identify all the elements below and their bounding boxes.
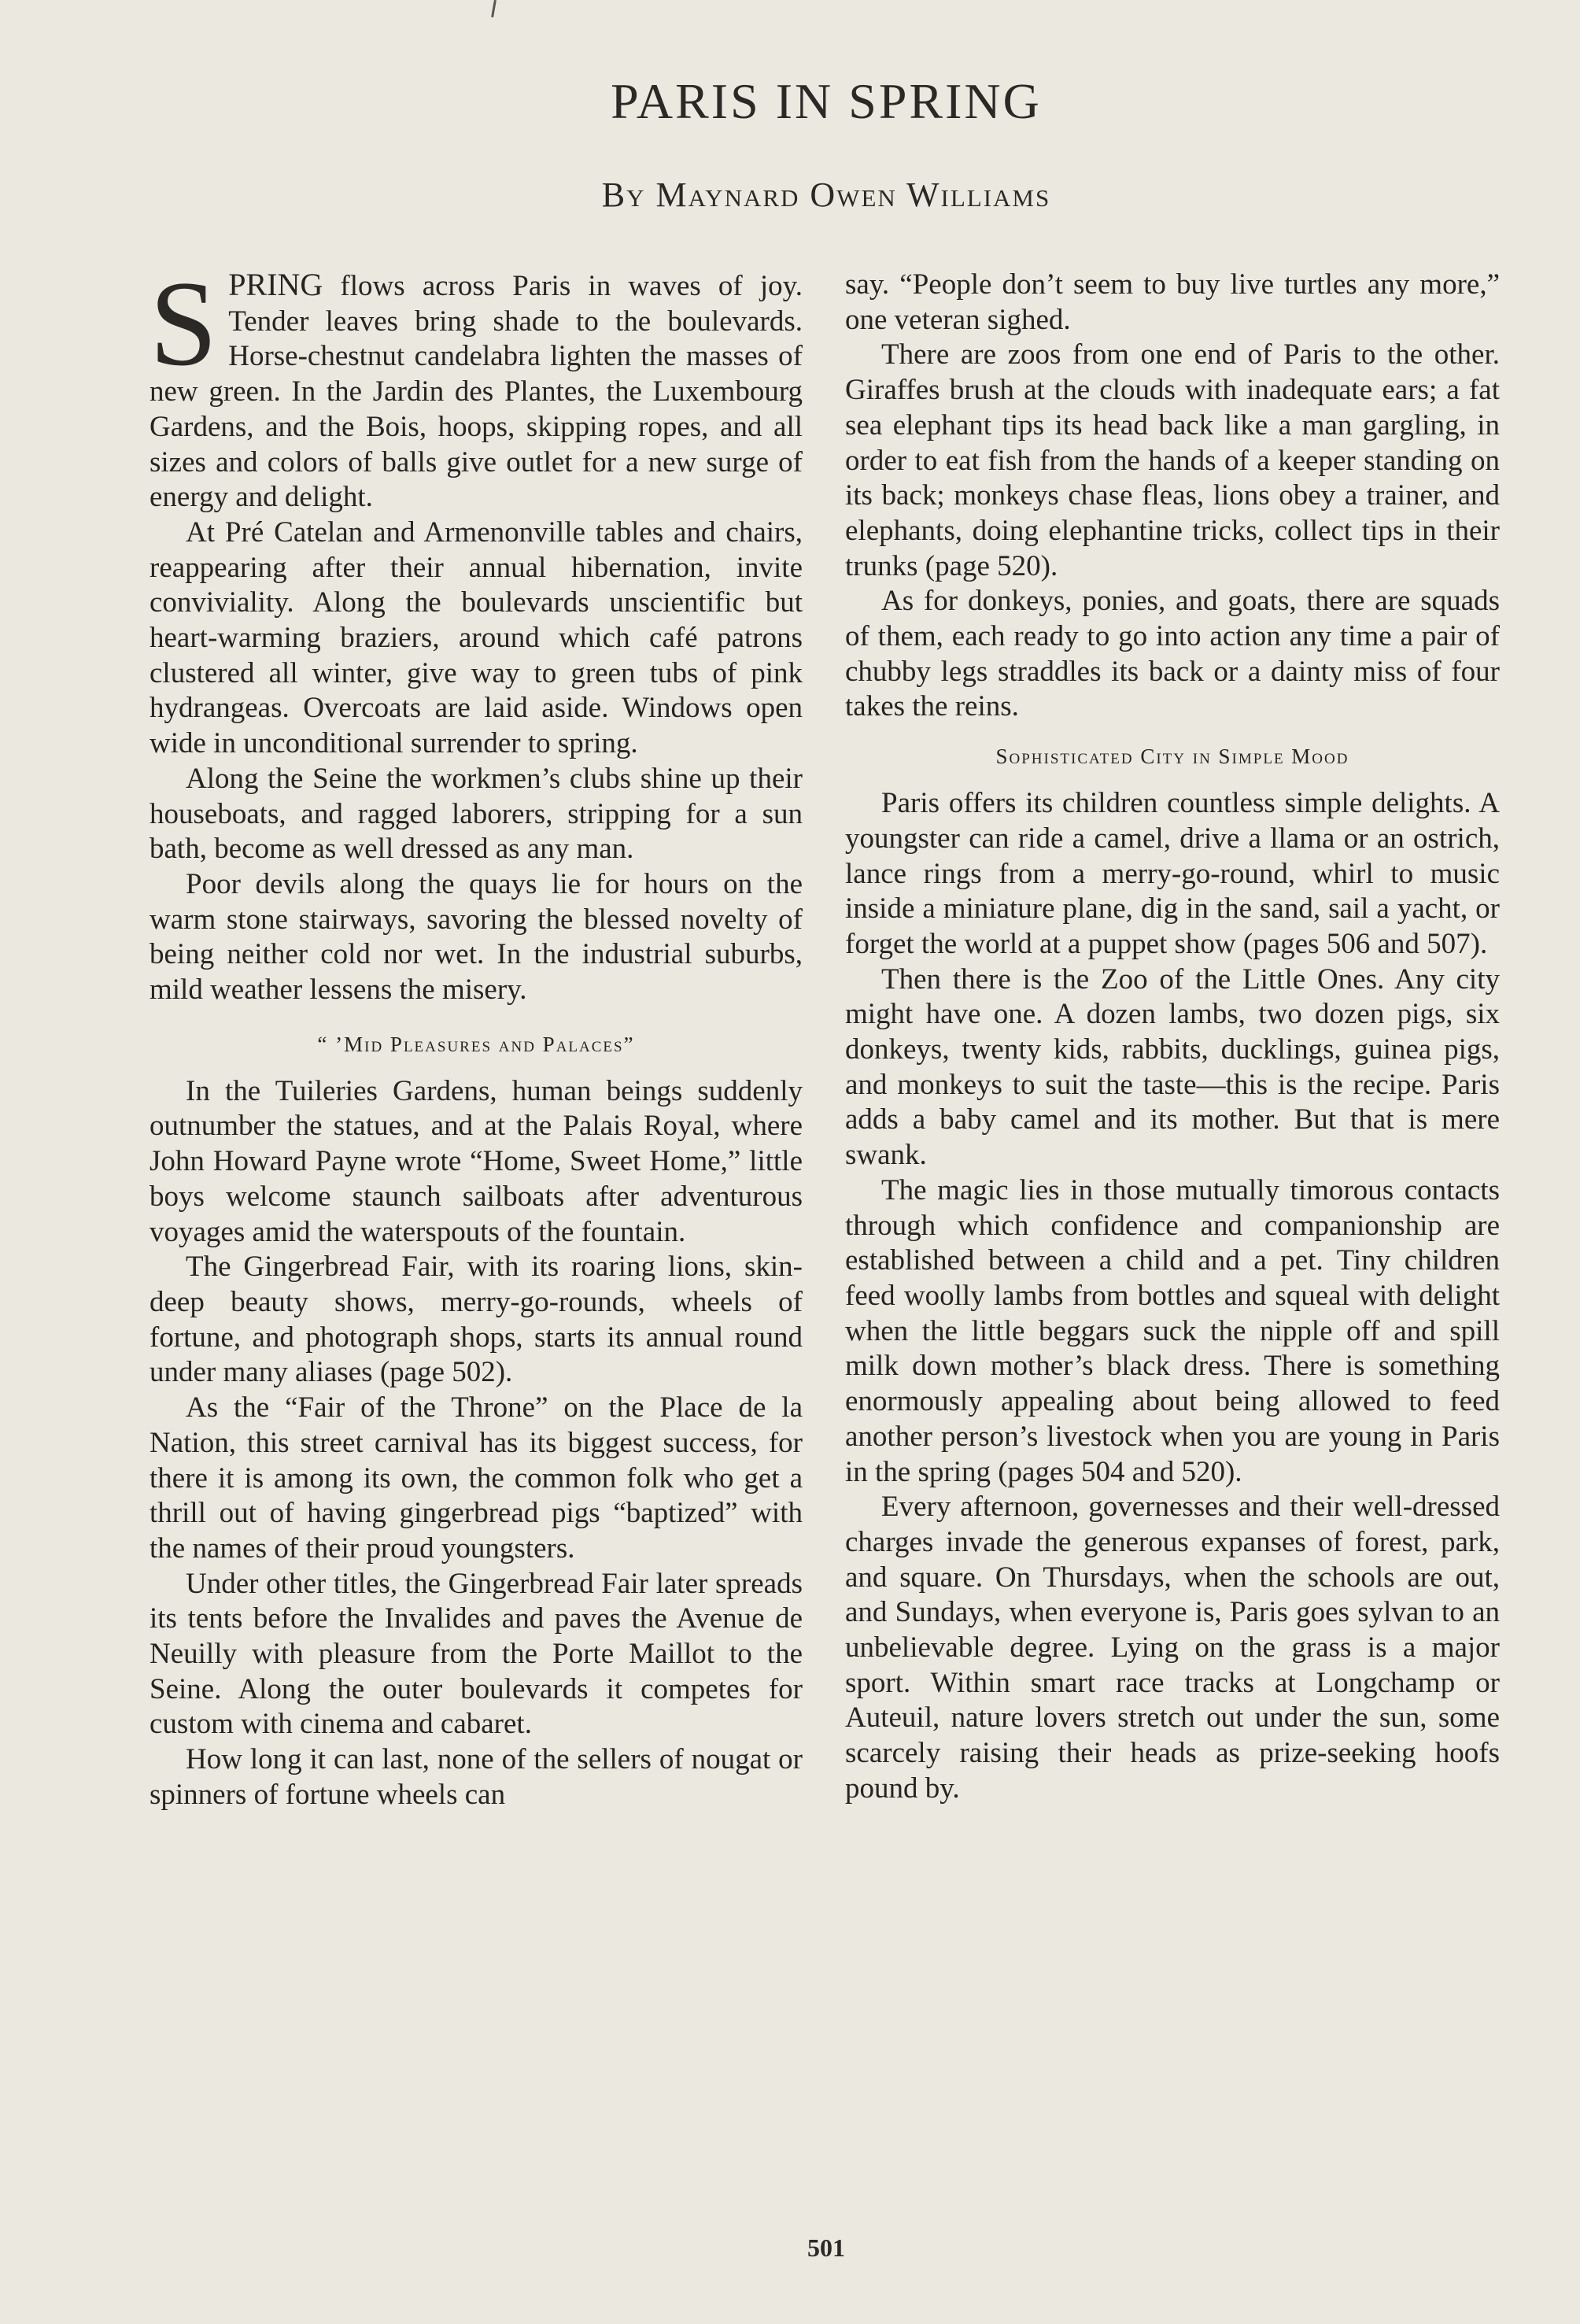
- paragraph: As for donkeys, ponies, and goats, there are squads of them, each ready to go into action any time a pair of chubby legs straddles its back or a dainty miss of four takes the reins.: [845, 585, 1500, 723]
- paragraph: [150, 256, 803, 515]
- drop-cap: S: [150, 256, 218, 391]
- paragraph: Along the Seine the workmen’s clubs shine up their houseboats, and ragged laborers, stripping for a sun bath, become as well dressed as any man.: [150, 762, 803, 866]
- paragraph: Then there is the Zoo of the Little Ones. Any city might have one. A dozen lambs, two dozen pigs, six donkeys, twenty kids, rabbits, ducklings, guinea pigs, and monkeys to suit the taste—this is the recipe. Paris adds a baby camel and its mother. But that is mere swank.: [845, 962, 1500, 1172]
- paragraph: How long it can last, none of the sellers of nougat or spinners of fortune wheels can: [150, 1743, 803, 1811]
- page-number: 501: [807, 2233, 845, 2262]
- paragraph: As the “Fair of the Throne” on the Place de la Nation, this street carnival has its biggest success, for there it is among its own, the common folk who get a thrill out of having gingerbread pigs “baptized” with the names of their proud youngsters.: [150, 1391, 803, 1565]
- paragraph: Every afternoon, governesses and their well-dressed charges invade the generous expanses of forest, park, and square. On Thursdays, when the schools are out, and Sundays, when everyone is, Paris goes sylvan to an unbelievable degree. Lying on the grass is a major sport. Within smart race tracks at Longchamp or Auteuil, nature lovers stretch out under the sun, some scarcely raising their heads as prize-seeking hoofs pound by.: [845, 1491, 1500, 1805]
- article-byline: By Maynard Owen Williams: [601, 176, 1051, 214]
- paragraph: At Pré Catelan and Armenonville tables and chairs, reappearing after their annual hibernation, invite conviviality. Along the boulevards unscientific but heart-warming braziers, around which café patrons clustered all winter, give way to green tubs of pink hydrangeas. Overcoats are laid aside. Windows open wide in unconditional surrender to spring.: [150, 515, 803, 760]
- section-heading: “ ’Mid Pleasures and Palaces”: [317, 1032, 635, 1056]
- pencil-mark: [491, 0, 497, 17]
- left-column: [150, 256, 803, 1813]
- paragraph: Under other titles, the Gingerbread Fair later spreads its tents before the Invalides and paves the Avenue de Neuilly with pleasure from the Porte Maillot to the Seine. Along the outer boulevards it competes for custom with cinema and cabaret.: [150, 1567, 803, 1741]
- paragraph: Poor devils along the quays lie for hours on the warm stone stairways, savoring the blessed novelty of being neither cold nor wet. In the industrial suburbs, mild weather lessens the misery.: [150, 867, 803, 1007]
- paragraph: The Gingerbread Fair, with its roaring lions, skin-deep beauty shows, merry-go-rounds, wheels of fortune, and photograph shops, starts its annual round under many aliases (page 502).: [150, 1251, 803, 1389]
- lead-word: PRING: [228, 267, 323, 302]
- right-column: [845, 268, 1500, 1807]
- paragraph-text: flows across Paris in waves of joy. Tender leaves bring shade to the boulevards. Horse-chestnut candelabra lighten the masses of new green. In the Jardin des Plantes, the Luxembourg Gardens, and the Bois, hoops, skipping ropes, and all sizes and colors of balls give outlet for a new surge of energy and delight.: [150, 270, 803, 514]
- paragraph: There are zoos from one end of Paris to the other. Giraffes brush at the clouds with inadequate ears; a fat sea elephant tips its head back like a man gargling, in order to eat fish from the hands of a keeper standing on its back; monkeys chase fleas, lions obey a trainer, and elephants, doing elephantine tricks, collect tips in their trunks (page 520).: [845, 338, 1500, 582]
- paragraph: Paris offers its children countless simple delights. A youngster can ride a camel, drive a llama or an ostrich, lance rings from a merry-go-round, whirl to music inside a miniature plane, dig in the sand, sail a yacht, or forget the world at a puppet show (pages 506 and 507).: [845, 787, 1500, 960]
- paragraph: The magic lies in those mutually timorous contacts through which confidence and companionship are established between a child and a pet. Tiny children feed woolly lambs from bottles and squeal with delight when the little beggars suck the nipple off and spill milk down mother’s black dress. There is something enormously appealing about being allowed to feed another person’s livestock when you are young in Paris in the spring (pages 504 and 520).: [845, 1173, 1500, 1488]
- section-heading: Sophisticated City in Simple Mood: [995, 744, 1349, 769]
- article-title: PARIS IN SPRING: [611, 73, 1042, 129]
- paragraph: say. “People don’t seem to buy live turtles any more,” one veteran sighed.: [845, 268, 1500, 336]
- paragraph: In the Tuileries Gardens, human beings suddenly outnumber the statues, and at the Palais Royal, where John Howard Payne wrote “Home, Sweet Home,” little boys welcome staunch sailboats after adventurous voyages amid the waterspouts of the fountain.: [150, 1074, 803, 1248]
